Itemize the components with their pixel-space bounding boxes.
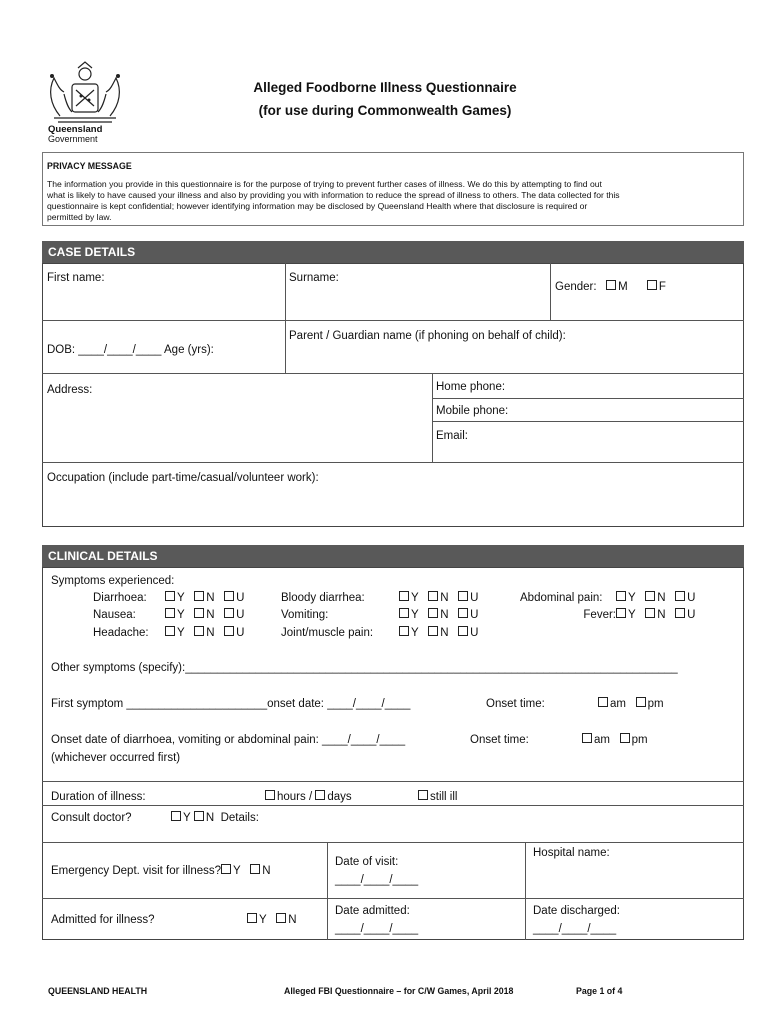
privacy-line-1: The information you provide in this questionnaire is for the purpose of trying to prevent further cases of illness. We do this by attempting to find out xyxy=(47,179,602,189)
u-label: U xyxy=(470,592,479,604)
days-label: days xyxy=(327,791,352,803)
u-label: U xyxy=(236,627,245,639)
occupation-field[interactable]: Occupation (include part-time/casual/volunteer work): xyxy=(47,472,319,484)
y-label: Y xyxy=(177,592,185,604)
privacy-box xyxy=(42,152,744,226)
pm-label: pm xyxy=(631,734,648,746)
y-checkbox[interactable] xyxy=(616,591,626,601)
parent-guardian-field[interactable]: Parent / Guardian name (if phoning on behalf of child): xyxy=(289,330,566,342)
case-row-divider xyxy=(432,421,744,422)
pm-checkbox[interactable] xyxy=(620,733,630,743)
symptom-label: Fever: xyxy=(583,609,616,621)
u-checkbox[interactable] xyxy=(458,591,468,601)
date-admitted-field[interactable]: ____/____/____ xyxy=(335,923,419,935)
n-checkbox[interactable] xyxy=(428,626,438,636)
u-label: U xyxy=(236,609,245,621)
n-label: N xyxy=(206,609,215,621)
symptom-label: Nausea: xyxy=(93,609,136,621)
duration-label: Duration of illness: xyxy=(51,791,146,803)
consult-doctor-options xyxy=(171,811,259,825)
consult-doctor-label: Consult doctor? xyxy=(51,812,132,824)
document-title-line1: Alleged Foodborne Illness Questionnaire xyxy=(253,80,517,95)
y-checkbox[interactable] xyxy=(165,626,175,636)
symptom-joint-muscle-pain xyxy=(281,626,478,640)
u-checkbox[interactable] xyxy=(224,626,234,636)
date-discharged-field[interactable]: ____/____/____ xyxy=(533,923,617,935)
footer-organisation: QUEENSLAND HEALTH xyxy=(48,986,148,996)
y-checkbox[interactable] xyxy=(165,591,175,601)
email-field[interactable]: Email: xyxy=(436,430,468,442)
symptom-label: Joint/muscle pain: xyxy=(281,627,374,639)
y-checkbox[interactable] xyxy=(399,626,409,636)
y-label: Y xyxy=(233,865,241,877)
whichever-first-note: (whichever occurred first) xyxy=(51,752,181,764)
gender-field[interactable] xyxy=(555,280,666,294)
first-onset-time xyxy=(486,697,664,711)
n-checkbox[interactable] xyxy=(194,608,204,618)
u-label: U xyxy=(236,592,245,604)
date-of-visit-label: Date of visit: xyxy=(335,856,399,868)
address-field[interactable]: Address: xyxy=(47,384,93,396)
case-details-header: CASE DETAILS xyxy=(42,241,744,263)
y-label: Y xyxy=(411,609,419,621)
case-col-divider xyxy=(432,373,433,462)
u-checkbox[interactable] xyxy=(675,591,685,601)
pm-checkbox[interactable] xyxy=(636,697,646,707)
document-title-line2: (for use during Commonwealth Games) xyxy=(258,103,512,118)
symptom-label: Vomiting: xyxy=(281,609,329,621)
y-checkbox[interactable] xyxy=(399,591,409,601)
first-name-field[interactable]: First name: xyxy=(47,272,105,284)
duration-options xyxy=(265,790,352,804)
y-label: Y xyxy=(628,592,636,604)
n-label: N xyxy=(657,592,666,604)
n-label: N xyxy=(205,812,215,824)
clinical-row-divider xyxy=(42,805,744,806)
surname-field[interactable]: Surname: xyxy=(289,272,339,284)
admitted-field xyxy=(51,913,297,927)
n-checkbox[interactable] xyxy=(645,591,655,601)
u-checkbox[interactable] xyxy=(675,608,685,618)
ed-visit-field xyxy=(51,864,271,878)
y-checkbox[interactable] xyxy=(221,864,231,874)
case-row-divider xyxy=(432,398,744,399)
case-col-divider xyxy=(550,263,551,320)
other-symptoms-field[interactable]: Other symptoms (specify):_____________________________________________________________________________ xyxy=(51,662,678,674)
privacy-line-3: questionnaire is kept confidential; however identifying information may be disclosed by Queensland Health where that disclosure is required or xyxy=(47,201,588,211)
u-checkbox[interactable] xyxy=(224,591,234,601)
clinical-row-divider xyxy=(42,898,744,899)
symptom-bloody-diarrhea xyxy=(281,591,478,605)
am-checkbox[interactable] xyxy=(582,733,592,743)
n-label: N xyxy=(288,914,297,926)
onset-time-label: Onset time: xyxy=(470,734,529,746)
home-phone-field[interactable]: Home phone: xyxy=(436,381,506,393)
y-label: Y xyxy=(411,592,419,604)
y-checkbox[interactable] xyxy=(171,811,181,821)
gender-label: Gender: xyxy=(555,281,597,293)
case-row-divider xyxy=(42,320,744,321)
u-checkbox[interactable] xyxy=(458,608,468,618)
u-label: U xyxy=(470,609,479,621)
u-checkbox[interactable] xyxy=(458,626,468,636)
symptom-fever xyxy=(520,608,695,622)
clinical-row-divider xyxy=(42,842,744,843)
ed-visit-label: Emergency Dept. visit for illness? xyxy=(51,865,222,877)
footer-page-number: Page 1 of 4 xyxy=(576,986,623,996)
n-checkbox[interactable] xyxy=(645,608,655,618)
pm-label: pm xyxy=(647,698,664,710)
clinical-row-divider xyxy=(42,781,744,782)
gender-m-label: M xyxy=(618,281,628,293)
dob-age-field[interactable]: DOB: ____/____/____ Age (yrs): xyxy=(47,344,214,356)
still-ill-option xyxy=(418,790,457,804)
symptoms-label: Symptoms experienced: xyxy=(51,575,175,587)
n-checkbox[interactable] xyxy=(250,864,260,874)
n-checkbox[interactable] xyxy=(428,591,438,601)
y-label: Y xyxy=(628,609,636,621)
n-label: N xyxy=(206,627,215,639)
date-discharged-label: Date discharged: xyxy=(533,905,620,917)
admitted-label: Admitted for illness? xyxy=(51,914,155,926)
n-label: N xyxy=(657,609,666,621)
n-label: N xyxy=(262,865,271,877)
n-checkbox[interactable] xyxy=(276,913,286,923)
gender-m-checkbox[interactable] xyxy=(606,280,616,290)
hospital-name-field[interactable]: Hospital name: xyxy=(533,847,610,859)
n-label: N xyxy=(440,592,449,604)
symptom-label: Headache: xyxy=(93,627,149,639)
onset-time-label: Onset time: xyxy=(486,698,545,710)
first-symptom-field[interactable]: First symptom ______________________onset date: ____/____/____ xyxy=(51,698,411,710)
privacy-line-2: what is likely to have caused your illness and also by providing you with information to reduce the spread of illness to others. The data collected for this xyxy=(47,190,620,200)
privacy-heading: PRIVACY MESSAGE xyxy=(47,161,132,171)
am-label: am xyxy=(594,734,610,746)
still-ill-label: still ill xyxy=(430,791,458,803)
n-checkbox[interactable] xyxy=(194,591,204,601)
qld-government-logo xyxy=(40,60,130,144)
u-label: U xyxy=(687,592,696,604)
date-of-visit-field[interactable]: ____/____/____ xyxy=(335,874,419,886)
n-label: N xyxy=(440,609,449,621)
y-checkbox[interactable] xyxy=(616,608,626,618)
n-checkbox[interactable] xyxy=(194,811,204,821)
logo-text-government: Government xyxy=(48,134,98,144)
gender-f-label: F xyxy=(658,281,666,293)
am-checkbox[interactable] xyxy=(598,697,608,707)
n-checkbox[interactable] xyxy=(194,626,204,636)
case-row-divider xyxy=(42,462,744,463)
symptom-label: Diarrhoea: xyxy=(93,592,147,604)
symptom-diarrhoea xyxy=(93,591,244,605)
y-label: Y xyxy=(183,812,191,824)
n-checkbox[interactable] xyxy=(428,608,438,618)
symptom-headache xyxy=(93,626,244,640)
symptom-label: Bloody diarrhea: xyxy=(281,592,365,604)
symptom-vomiting xyxy=(281,608,478,622)
consult-details-field[interactable]: Details: xyxy=(220,812,259,824)
hours-label: hours / xyxy=(277,791,316,803)
mobile-phone-field[interactable]: Mobile phone: xyxy=(436,405,509,417)
case-col-divider xyxy=(285,263,286,373)
u-label: U xyxy=(470,627,479,639)
logo-text-queensland: Queensland xyxy=(48,124,103,135)
y-checkbox[interactable] xyxy=(165,608,175,618)
coat-of-arms-icon xyxy=(40,60,130,126)
u-checkbox[interactable] xyxy=(224,608,234,618)
y-checkbox[interactable] xyxy=(247,913,257,923)
onset-date-dva-field[interactable]: Onset date of diarrhoea, vomiting or abdominal pain: ____/____/____ xyxy=(51,734,406,746)
clinical-col-divider xyxy=(327,842,328,940)
dva-onset-time xyxy=(470,733,648,747)
u-label: U xyxy=(687,609,696,621)
y-label: Y xyxy=(177,609,185,621)
clinical-col-divider xyxy=(525,842,526,940)
y-checkbox[interactable] xyxy=(399,608,409,618)
y-label: Y xyxy=(177,627,185,639)
footer-document-name: Alleged FBI Questionnaire – for C/W Games, April 2018 xyxy=(284,986,514,996)
days-checkbox[interactable] xyxy=(315,790,325,800)
date-admitted-label: Date admitted: xyxy=(335,905,410,917)
hours-checkbox[interactable] xyxy=(265,790,275,800)
n-label: N xyxy=(206,592,215,604)
gender-f-checkbox[interactable] xyxy=(647,280,657,290)
case-row-divider xyxy=(42,373,744,374)
case-details-table xyxy=(42,263,744,527)
still-ill-checkbox[interactable] xyxy=(418,790,428,800)
clinical-details-header: CLINICAL DETAILS xyxy=(42,545,744,567)
am-label: am xyxy=(610,698,626,710)
y-label: Y xyxy=(411,627,419,639)
y-label: Y xyxy=(259,914,267,926)
symptom-label: Abdominal pain: xyxy=(520,592,603,604)
n-label: N xyxy=(440,627,449,639)
privacy-line-4: permitted by law. xyxy=(47,212,112,222)
symptom-nausea xyxy=(93,608,244,622)
symptom-abdominal-pain xyxy=(520,591,695,605)
